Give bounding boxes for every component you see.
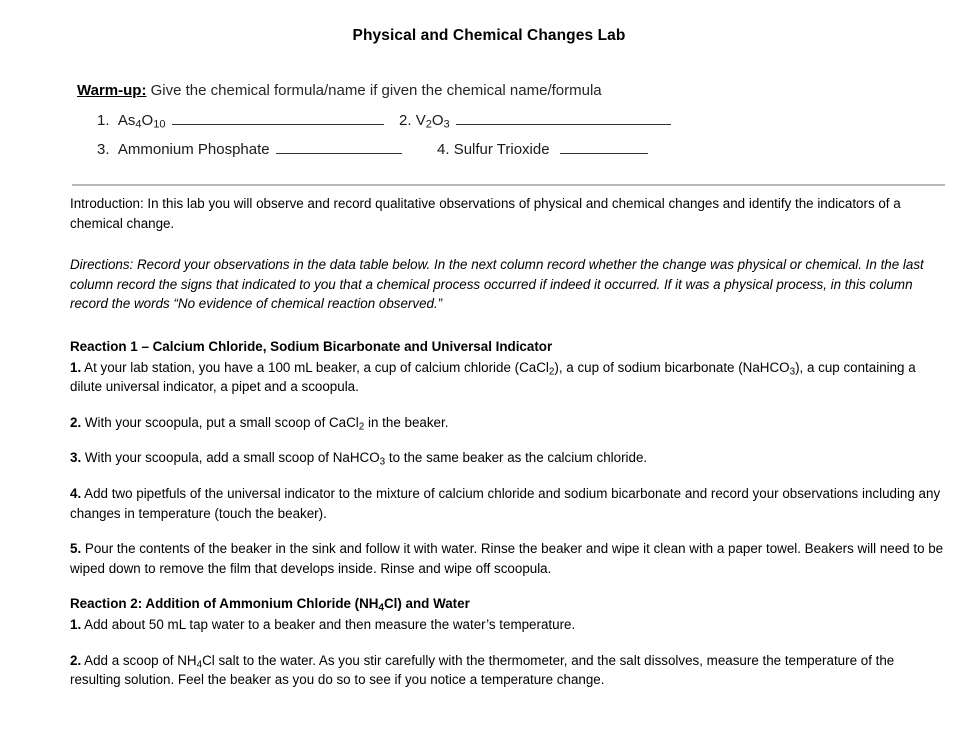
warmup-item-3-name: Ammonium Phosphate	[117, 141, 270, 158]
introduction-paragraph: Introduction: In this lab you will observe and record qualitative observations of physical and chemical changes and identify the indicators of a chemical change.	[70, 196, 901, 231]
warmup-answer-blank-1[interactable]	[172, 111, 384, 125]
reaction-1-step-1-sub-b: 3	[789, 365, 796, 377]
reaction-2-step-2-number: 2.	[70, 652, 82, 668]
warmup-row-2	[77, 140, 957, 169]
reaction-2-heading-text-a: Reaction 2: Addition of Ammonium Chloride (NH	[70, 596, 379, 612]
warmup-items	[77, 111, 957, 169]
reaction-1-step-2-text-a: With your scoopula, put a small scoop of CaCl	[81, 414, 359, 430]
warmup-item-2-formula-mid: O	[431, 112, 444, 129]
reaction-1-step-2-text-b: in the beaker.	[364, 414, 449, 430]
warmup-item-4-name: Sulfur Trioxide	[453, 141, 550, 158]
reaction-1-step-2-sub-a: 2	[358, 421, 365, 433]
reaction-2-step-2	[70, 651, 947, 690]
warmup-section	[77, 81, 957, 169]
reaction-2-step-1-text-a: Add about 50 mL tap water to a beaker and then measure the water’s temperature.	[81, 616, 576, 632]
warmup-item-2	[399, 111, 671, 131]
reaction-2-heading-text-b: Cl) and Water	[383, 596, 470, 612]
reaction-1-step-1	[70, 358, 947, 397]
reaction-1-step-3-sub-a: 3	[379, 456, 386, 468]
warmup-item-2-sub2: 3	[443, 118, 450, 131]
reaction-1-step-1-text-b: ), a cup of sodium bicarbonate (NaHCO	[554, 359, 790, 375]
reaction-1-step-2-number: 2.	[70, 414, 82, 430]
warmup-heading	[77, 81, 957, 101]
reaction-1-step-1-text-a: At your lab station, you have a 100 mL beaker, a cup of calcium chloride (CaCl	[81, 359, 549, 375]
reaction-1-step-4-text-a: Add two pipetfuls of the universal indicator to the mixture of calcium chloride and sodium bicarbonate and record your observations including any changes in temperature (touch the beaker).	[70, 485, 941, 521]
reaction-2-heading	[70, 594, 947, 614]
reaction-1-step-1-sub-a: 2	[548, 365, 555, 377]
warmup-item-1-number: 1.	[97, 112, 110, 129]
reaction-2-step-1-number: 1.	[70, 616, 82, 632]
warmup-item-2-sub1: 2	[425, 118, 432, 131]
warmup-prompt: Give the chemical formula/name if given the chemical name/formula	[146, 82, 602, 99]
reaction-1-step-3-number: 3.	[70, 450, 82, 466]
reaction-2-step-2-text-a: Add a scoop of NH	[81, 652, 197, 668]
reaction-1-step-5-text-a: Pour the contents of the beaker in the sink and follow it with water. Rinse the beaker and wipe it clean with a paper towel. Beakers will need to be wiped down to remove the film that develops inside. Rinse and wipe off scoopula.	[70, 541, 944, 576]
reaction-1-step-3-text-b: to the same beaker as the calcium chloride.	[385, 450, 648, 466]
warmup-item-4	[437, 140, 648, 160]
reaction-1-step-5-number: 5.	[70, 541, 82, 557]
reaction-1-step-4-number: 4.	[70, 485, 82, 501]
reaction-2-step-2-text-b: Cl salt to the water. As you stir carefully with the thermometer, and the salt dissolves, measure the temperature of the resulting solution. Feel the beaker as you do so to see if you notice a temperature change.	[70, 652, 895, 688]
warmup-answer-blank-2[interactable]	[456, 111, 671, 125]
warmup-item-4-number: 4.	[437, 141, 450, 158]
reaction-1-step-5	[70, 539, 947, 578]
warmup-item-1-formula-prefix: As	[117, 112, 136, 129]
warmup-item-2-number: 2.	[399, 112, 412, 129]
reaction-1-step-3-text-a: With your scoopula, add a small scoop of NaHCO	[81, 450, 380, 466]
warmup-item-1-formula-mid: O	[141, 112, 154, 129]
reaction-1-heading: Reaction 1 – Calcium Chloride, Sodium Bicarbonate and Universal Indicator	[70, 338, 553, 354]
reaction-2-heading-sub: 4	[378, 602, 384, 614]
warmup-item-3	[97, 140, 402, 160]
reaction-1-step-1-text-c: ), a cup containing a dilute universal indicator, a pipet and a scoopula.	[70, 359, 916, 395]
page-title: Physical and Chemical Changes Lab	[352, 27, 626, 44]
warmup-item-2-formula-prefix: V	[415, 112, 426, 129]
reaction-1-step-3	[70, 448, 947, 468]
warmup-item-1	[97, 111, 384, 131]
reaction-2-step-1	[70, 615, 947, 635]
warmup-answer-blank-4[interactable]	[560, 140, 648, 154]
warmup-item-3-number: 3.	[97, 141, 110, 158]
reaction-1-step-4	[70, 484, 947, 523]
reaction-1-step-2	[70, 413, 947, 433]
warmup-label: Warm-up:	[77, 82, 147, 99]
warmup-row-1	[77, 111, 957, 140]
reaction-1-step-1-number: 1.	[70, 359, 82, 375]
warmup-item-1-sub2: 10	[153, 118, 166, 131]
directions-paragraph: Directions: Record your observations in the data table below. In the next column record whether the change was physical or chemical. In the last column record the signs that indicated to you that a chemical process occurred if indeed it occurred. If it was a physical process, in this column record the words “No evidence of chemical reaction observed.”	[70, 257, 924, 312]
section-divider	[72, 184, 945, 186]
lab-body	[70, 194, 947, 706]
reaction-2-step-2-sub-a: 4	[196, 658, 203, 670]
warmup-item-1-sub1: 4	[135, 118, 142, 131]
warmup-answer-blank-3[interactable]	[276, 140, 402, 154]
